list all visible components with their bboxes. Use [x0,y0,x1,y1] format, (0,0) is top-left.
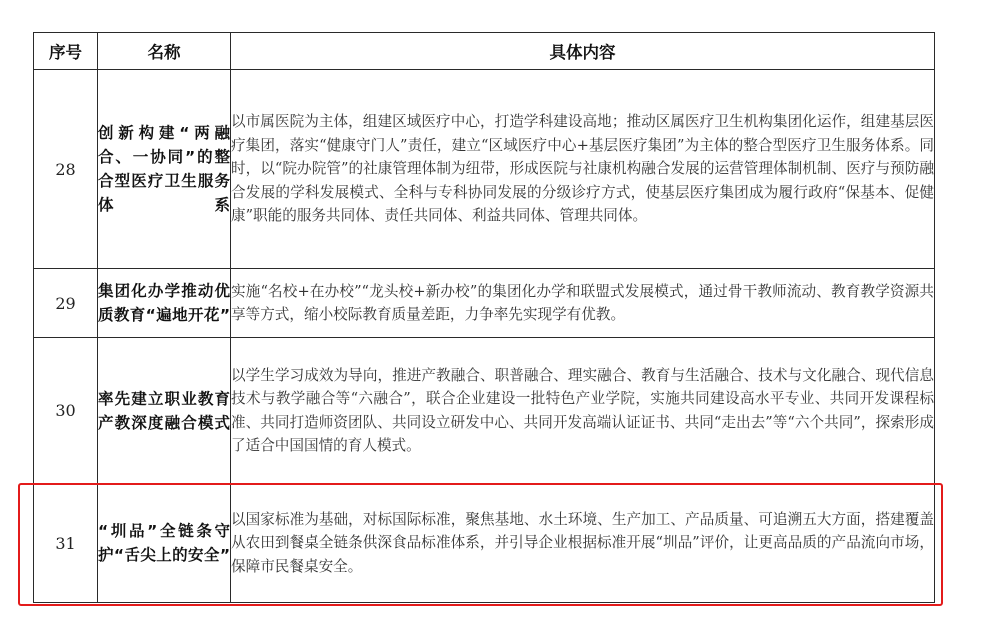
row-number: 30 [34,338,98,484]
header-number: 序号 [34,33,98,70]
row-content: 以学生学习成效为导向，推进产教融合、职普融合、理实融合、教育与生活融合、技术与文化融合、现代信息技术与教学融合等“六融合”，联合企业建设一批特色产业学院，实施共同建设高水平专业、共同开发课程标准、共同打造师资团队、共同设立研发中心、共同开发高端认证证书、共同“走出去”等“六个共同”，探索形成了适合中国国情的育人模式。 [231,338,935,484]
row-number: 28 [34,70,98,269]
row-name: 创新构建“两融合、一协同”的整合型医疗卫生服务体系 [98,70,231,269]
row-name: 集团化办学推动优质教育“遍地开花” [98,269,231,338]
table-row [34,269,935,338]
row-name: 率先建立职业教育产教深度融合模式 [98,338,231,484]
row-number: 31 [34,484,98,603]
row-name: “圳品”全链条守护“舌尖上的安全” [98,484,231,603]
table-row [34,70,935,269]
header-content: 具体内容 [231,33,935,70]
row-number: 29 [34,269,98,338]
row-content: 以市属医院为主体，组建区域医疗中心，打造学科建设高地；推动区属医疗卫生机构集团化运作，组建基层医疗集团，落实“健康守门人”责任，建立“区域医疗中心+基层医疗集团”为主体的整合型医疗卫生服务体系。同时，以“院办院管”的社康管理体制为纽带，形成医院与社康机构融合发展的运营管理体制机制、医疗与预防融合发展的学科发展模式、全科与专科协同发展的分级诊疗方式，使基层医疗集团成为履行政府“保基本、促健康”职能的服务共同体、责任共同体、利益共同体、管理共同体。 [231,70,935,269]
header-name: 名称 [98,33,231,70]
row-content: 实施“名校+在办校”“龙头校+新办校”的集团化办学和联盟式发展模式，通过骨干教师流动、教育教学资源共享等方式，缩小校际教育质量差距，力争率先实现学有优教。 [231,269,935,338]
table-row [34,338,935,484]
header-row [34,33,935,70]
row-content: 以国家标准为基础，对标国际标准，聚焦基地、水土环境、生产加工、产品质量、可追溯五大方面，搭建覆盖从农田到餐桌全链条供深食品标准体系，并引导企业根据标准开展“圳品”评价，让更高品质的产品流向市场，保障市民餐桌安全。 [231,484,935,603]
highlight-annotation-box [18,483,943,606]
